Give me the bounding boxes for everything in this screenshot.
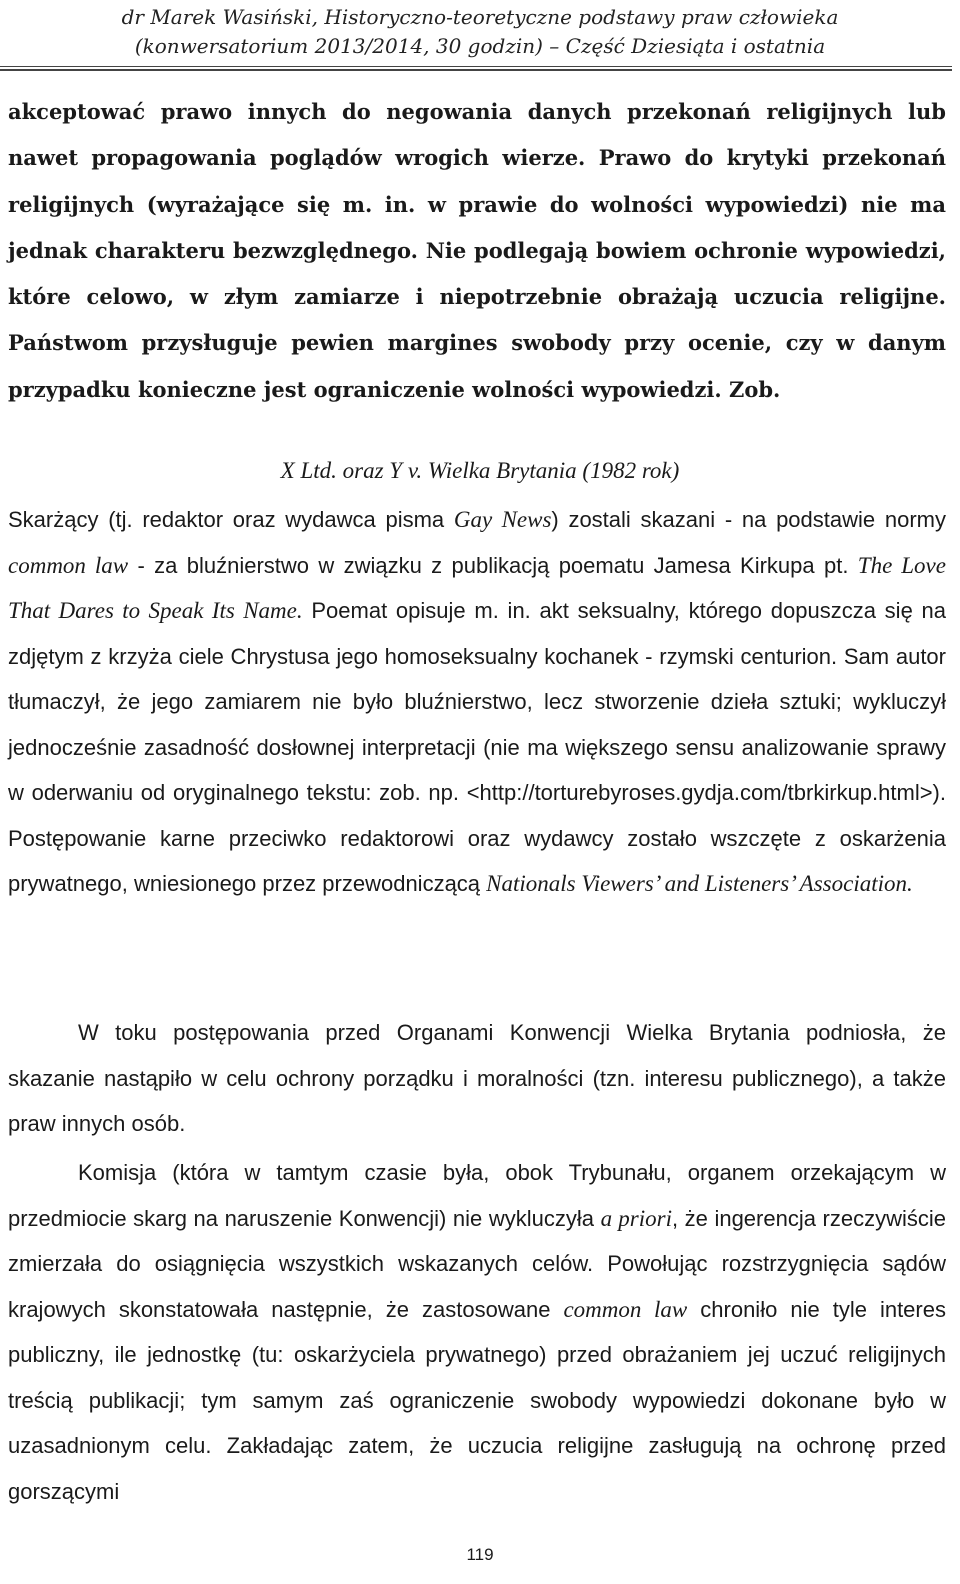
header-line-1: dr Marek Wasiński, Historyczno-teoretyczne podstawy praw człowieka (121, 5, 839, 29)
p3-text-1: Komisja (która w tamtym czasie była, obok Trybunału, organem orzekającym w przedmiocie skarg na naruszenie Konwencji) nie wykluczyła (8, 1160, 946, 1231)
p1-text-3: - za bluźnierstwo w związku z publikacją poematu Jamesa Kirkupa pt. (128, 552, 858, 578)
paragraph-facts (8, 497, 946, 907)
paragraph-uk-argument: W toku postępowania przed Organami Konwencji Wielka Brytania podniosła, że skazanie nastąpiło w celu ochrony porządku i moralności (tzn. interesu publicznego), a także praw innych osób. (8, 1020, 946, 1136)
intro-paragraph: akceptować prawo innych do negowania danych przekonań religijnych lub nawet propagowania poglądów wrogich wierze. Prawo do krytyki przekonań religijnych (wyrażające się m. in. w prawie do wolności wypowiedzi) nie ma jednak charakteru bezwzględnego. Nie podlegają bowiem ochronie wypowiedzi, które celowo, w złym zamiarze i niepotrzebnie obrażają uczucia religijne. Państwom przysługuje pewien margines swobody przy ocenie, czy w danym przypadku konieczne jest ograniczenie wolności wypowiedzi. Zob. (8, 99, 946, 402)
case-title: X Ltd. oraz Y v. Wielka Brytania (1982 rok) (280, 458, 680, 483)
p1-text-2: ) zostali skazani - na podstawie normy (551, 507, 946, 532)
p1-text-1: Skarżący (tj. redaktor oraz wydawca pisma (8, 507, 454, 532)
header-rule-thin (0, 66, 952, 67)
p1-italic-common-law: common law (8, 552, 129, 578)
p1-italic-gay-news: Gay News (453, 507, 552, 532)
p3-italic-common-law: common law (563, 1296, 688, 1322)
p3-italic-a-priori: a priori (600, 1205, 672, 1231)
p3-text-3: chroniło nie tyle interes publiczny, ile jednostkę (tu: oskarżyciela prywatnego) przed obrażaniem jej uczuć religijnych treścią publikacji; tym samym zaś ograniczenie swobody wypowiedzi dokonane było w uzasadnionym celu. Zakładając zatem, że uczucia religijne zasługują na ochronę przed gorszącymi (8, 1296, 946, 1504)
paragraph-commission (8, 1150, 946, 1514)
p3-text-2: , że ingerencja rzeczywiście zmierzała do osiągnięcia wszystkich wskazanych celów. Powołując rozstrzygnięcia sądów krajowych skonstatowała następnie, że zastosowane (8, 1205, 946, 1322)
header-rule-thick (0, 69, 952, 71)
p1-italic-association: Nationals Viewers’ and Listeners’ Association. (486, 871, 913, 896)
page-number: 119 (466, 1545, 494, 1564)
p1-text-4: Poemat opisuje m. in. akt seksualny, którego dopuszcza się na zdjętym z krzyża ciele Chrystusa jego homoseksualny kochanek - rzymski centurion. Sam autor tłumaczył, że jego zamiarem nie było bluźnierstwo, lecz stworzenie dzieła sztuki; wykluczył jednocześnie zasadność dosłownej interpretacji (nie ma większego sensu analizowanie sprawy w oderwaniu od oryginalnego tekstu: zob. np. <http://torturebyroses.gydja.com/tbrkirkup.html>). Postępowanie karne przeciwko redaktorowi oraz wydawcy zostało wszczęte z oskarżenia prywatnego, wniesionego przez przewodniczącą (8, 598, 947, 896)
p1-italic-poem-title: The Love That Dares to Speak Its Name. (8, 552, 946, 623)
header-line-2: (konwersatorium 2013/2014, 30 godzin) – Część Dziesiąta i ostatnia (134, 34, 826, 58)
